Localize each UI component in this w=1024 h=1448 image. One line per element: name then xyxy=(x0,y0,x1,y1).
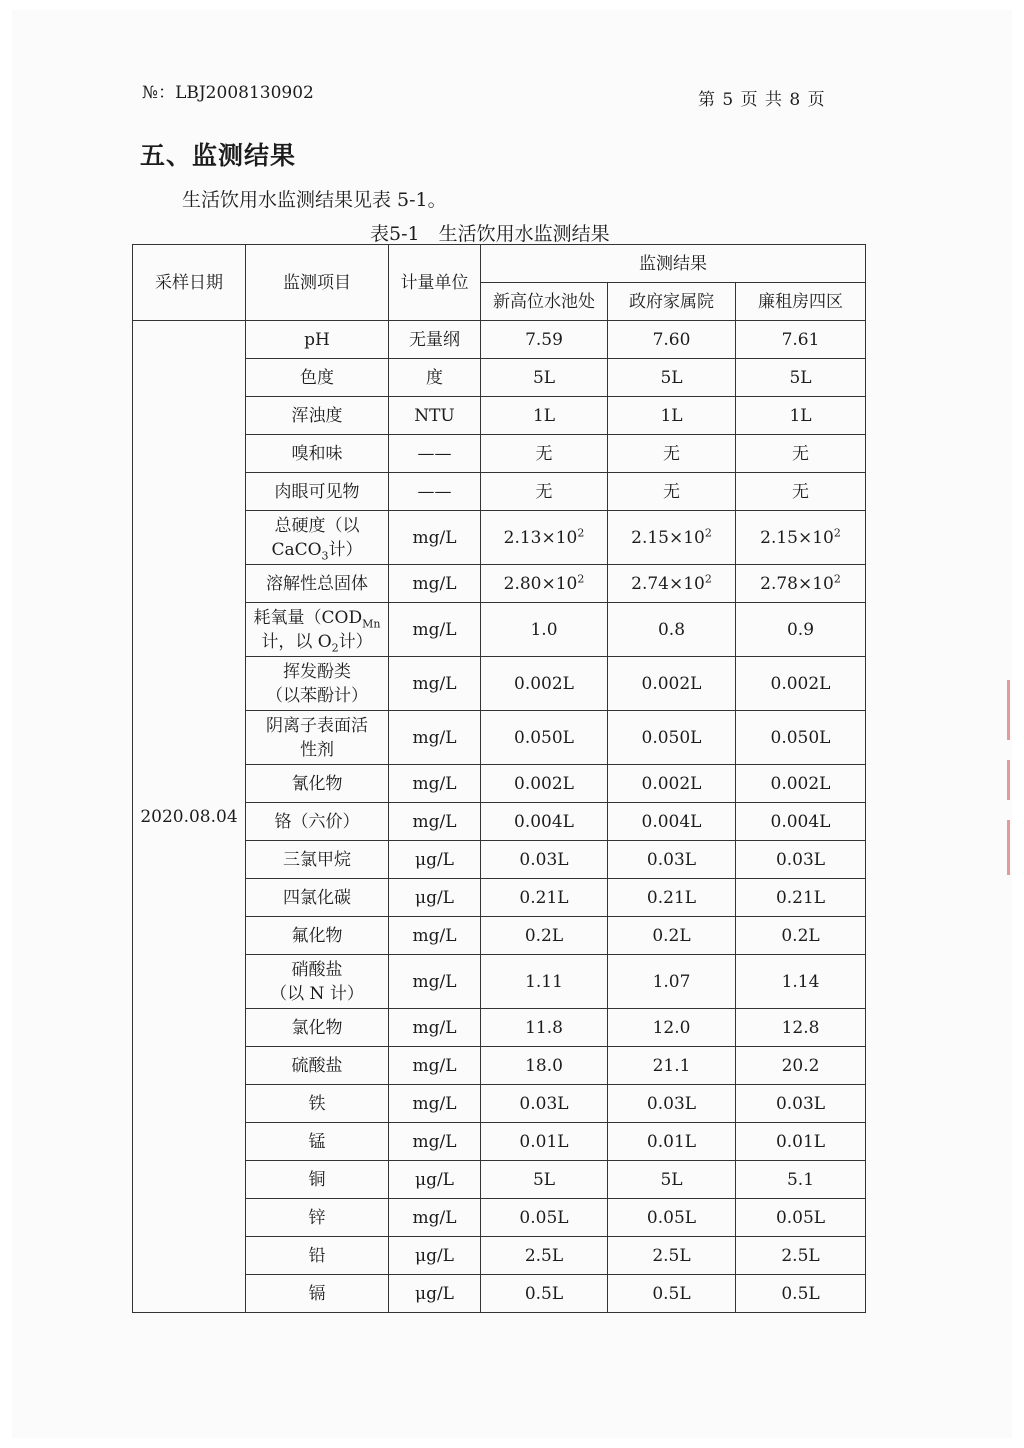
item-line: 挥发酚类 xyxy=(283,661,351,682)
header-item: 监测项目 xyxy=(246,245,389,321)
value-cell: 无 xyxy=(481,473,608,511)
value-cell: 0.03L xyxy=(481,841,608,879)
item-line: （以 N 计） xyxy=(270,983,364,1004)
unit-cell: μg/L xyxy=(389,1161,481,1199)
item-cell: 嗅和味 xyxy=(246,435,389,473)
exponent: 2 xyxy=(704,571,712,585)
exponent: 2 xyxy=(577,525,585,539)
header-date: 采样日期 xyxy=(133,245,246,321)
value-cell xyxy=(608,565,736,603)
value-cell: 0.002L xyxy=(736,765,866,803)
unit-cell: mg/L xyxy=(389,1047,481,1085)
unit-cell: μg/L xyxy=(389,1237,481,1275)
item-cell: 溶解性总固体 xyxy=(246,565,389,603)
value-cell: 0.5L xyxy=(608,1275,736,1313)
item-cell xyxy=(246,657,389,711)
value-cell: 1L xyxy=(608,397,736,435)
value-cell: 7.60 xyxy=(608,321,736,359)
item-line: 阴离子表面活 xyxy=(266,715,368,736)
value-cell: 12.0 xyxy=(608,1009,736,1047)
item-cell xyxy=(246,711,389,765)
value-cell: 0.21L xyxy=(736,879,866,917)
unit-cell: mg/L xyxy=(389,511,481,565)
intro-text: 生活饮用水监测结果见表 5-1。 xyxy=(182,189,447,211)
value-text: 2.80×10 xyxy=(503,573,578,594)
table-caption: 表5-1 生活饮用水监测结果 xyxy=(370,223,610,245)
value-cell: 0.004L xyxy=(481,803,608,841)
subscript: Mn xyxy=(362,616,381,630)
value-cell: 无 xyxy=(736,435,866,473)
item-cell: 镉 xyxy=(246,1275,389,1313)
value-cell: 0.05L xyxy=(608,1199,736,1237)
item-cell: 浑浊度 xyxy=(246,397,389,435)
unit-cell: mg/L xyxy=(389,955,481,1009)
value-cell: 5L xyxy=(608,359,736,397)
unit-cell: mg/L xyxy=(389,657,481,711)
unit-cell: mg/L xyxy=(389,803,481,841)
value-cell: 1.11 xyxy=(481,955,608,1009)
value-cell: 2.5L xyxy=(481,1237,608,1275)
unit-cell: 度 xyxy=(389,359,481,397)
value-cell xyxy=(736,511,866,565)
header-results: 监测结果 xyxy=(481,245,866,283)
value-text: 2.74×10 xyxy=(631,573,705,594)
item-cell: 色度 xyxy=(246,359,389,397)
value-cell: 0.5L xyxy=(736,1275,866,1313)
unit-cell: mg/L xyxy=(389,1123,481,1161)
item-cell: 铅 xyxy=(246,1237,389,1275)
value-cell: 0.01L xyxy=(481,1123,608,1161)
exponent: 2 xyxy=(577,571,585,585)
header-unit: 计量单位 xyxy=(389,245,481,321)
value-cell: 0.2L xyxy=(608,917,736,955)
header-site-1: 新高位水池处 xyxy=(481,283,608,321)
value-cell: 0.03L xyxy=(736,1085,866,1123)
value-cell: 0.01L xyxy=(736,1123,866,1161)
value-cell: 0.21L xyxy=(608,879,736,917)
header-site-3: 廉租房四区 xyxy=(736,283,866,321)
item-cell: 三氯甲烷 xyxy=(246,841,389,879)
unit-cell: μg/L xyxy=(389,879,481,917)
sampling-date: 2020.08.04 xyxy=(133,321,246,1313)
value-cell xyxy=(736,565,866,603)
value-cell: 1.0 xyxy=(481,603,608,657)
unit-cell: mg/L xyxy=(389,917,481,955)
value-text: 2.15×10 xyxy=(760,527,834,548)
value-cell: 0.8 xyxy=(608,603,736,657)
value-cell: 1L xyxy=(481,397,608,435)
item-cell: 氯化物 xyxy=(246,1009,389,1047)
value-cell: 0.03L xyxy=(608,1085,736,1123)
value-cell: 0.03L xyxy=(481,1085,608,1123)
subscript: 2 xyxy=(331,640,339,654)
unit-cell: μg/L xyxy=(389,1275,481,1313)
value-cell: 1.14 xyxy=(736,955,866,1009)
value-cell: 0.050L xyxy=(481,711,608,765)
value-cell: 5.1 xyxy=(736,1161,866,1199)
exponent: 2 xyxy=(704,525,712,539)
value-cell: 0.21L xyxy=(481,879,608,917)
value-cell xyxy=(608,511,736,565)
value-cell: 无 xyxy=(608,435,736,473)
item-cell: 铁 xyxy=(246,1085,389,1123)
unit-cell: mg/L xyxy=(389,1199,481,1237)
item-cell: 肉眼可见物 xyxy=(246,473,389,511)
value-cell: 0.002L xyxy=(736,657,866,711)
unit-cell: mg/L xyxy=(389,711,481,765)
value-cell: 12.8 xyxy=(736,1009,866,1047)
value-cell: 0.2L xyxy=(481,917,608,955)
unit-cell: —— xyxy=(389,435,481,473)
subscript: 3 xyxy=(321,548,329,562)
value-cell: 0.03L xyxy=(736,841,866,879)
value-cell: 0.002L xyxy=(608,657,736,711)
item-cell: 锌 xyxy=(246,1199,389,1237)
unit-cell: 无量纲 xyxy=(389,321,481,359)
section-title: 五、监测结果 xyxy=(140,141,297,170)
value-cell: 5L xyxy=(736,359,866,397)
value-cell: 0.050L xyxy=(608,711,736,765)
item-line: 计） xyxy=(338,631,373,652)
unit-cell: mg/L xyxy=(389,765,481,803)
item-line: 硝酸盐 xyxy=(291,959,343,980)
value-cell: 无 xyxy=(736,473,866,511)
item-line: 耗氧量（COD xyxy=(253,607,363,628)
value-cell: 0.004L xyxy=(736,803,866,841)
unit-cell: mg/L xyxy=(389,603,481,657)
item-cell: 氰化物 xyxy=(246,765,389,803)
item-cell xyxy=(246,603,389,657)
item-cell: 铜 xyxy=(246,1161,389,1199)
value-cell: 无 xyxy=(608,473,736,511)
item-cell: 锰 xyxy=(246,1123,389,1161)
stamp-edge-mark xyxy=(1007,680,1010,740)
value-text: 2.13×10 xyxy=(503,527,578,548)
value-cell: 0.01L xyxy=(608,1123,736,1161)
value-cell: 11.8 xyxy=(481,1009,608,1047)
stamp-edge-mark xyxy=(1007,820,1010,875)
item-line: CaCO xyxy=(271,539,322,560)
item-cell: 铬（六价） xyxy=(246,803,389,841)
exponent: 2 xyxy=(833,571,841,585)
item-cell: pH xyxy=(246,321,389,359)
value-cell: 0.03L xyxy=(608,841,736,879)
value-cell: 2.5L xyxy=(608,1237,736,1275)
value-cell: 0.002L xyxy=(481,657,608,711)
exponent: 2 xyxy=(833,525,841,539)
unit-cell: NTU xyxy=(389,397,481,435)
item-line: 性剂 xyxy=(300,739,334,760)
value-cell: 18.0 xyxy=(481,1047,608,1085)
item-line: （以苯酚计） xyxy=(266,685,368,706)
value-cell: 21.1 xyxy=(608,1047,736,1085)
value-cell: 7.61 xyxy=(736,321,866,359)
stamp-edge-mark xyxy=(1007,760,1010,800)
value-cell: 5L xyxy=(481,359,608,397)
page-indicator: 第 5 页 共 8 页 xyxy=(698,90,825,110)
value-cell: 0.2L xyxy=(736,917,866,955)
value-cell: 0.9 xyxy=(736,603,866,657)
item-cell xyxy=(246,955,389,1009)
value-cell xyxy=(481,565,608,603)
value-cell: 0.004L xyxy=(608,803,736,841)
value-cell: 0.002L xyxy=(481,765,608,803)
value-cell xyxy=(481,511,608,565)
value-cell: 1L xyxy=(736,397,866,435)
value-cell: 20.2 xyxy=(736,1047,866,1085)
value-cell: 无 xyxy=(481,435,608,473)
value-cell: 0.050L xyxy=(736,711,866,765)
item-cell xyxy=(246,511,389,565)
unit-cell: μg/L xyxy=(389,841,481,879)
value-cell: 0.05L xyxy=(736,1199,866,1237)
unit-cell: mg/L xyxy=(389,1085,481,1123)
header-site-2: 政府家属院 xyxy=(608,283,736,321)
item-cell: 氟化物 xyxy=(246,917,389,955)
value-cell: 0.5L xyxy=(481,1275,608,1313)
results-table xyxy=(132,244,866,1313)
unit-cell: mg/L xyxy=(389,565,481,603)
value-cell: 1.07 xyxy=(608,955,736,1009)
value-cell: 5L xyxy=(481,1161,608,1199)
document-number: №：LBJ2008130902 xyxy=(142,83,314,103)
item-line: 总硬度（以 xyxy=(274,515,360,536)
value-text: 2.78×10 xyxy=(760,573,834,594)
unit-cell: —— xyxy=(389,473,481,511)
item-cell: 硫酸盐 xyxy=(246,1047,389,1085)
value-cell: 5L xyxy=(608,1161,736,1199)
value-text: 2.15×10 xyxy=(631,527,705,548)
value-cell: 0.002L xyxy=(608,765,736,803)
item-line: 计） xyxy=(328,539,363,560)
item-cell: 四氯化碳 xyxy=(246,879,389,917)
table-row xyxy=(133,321,866,359)
unit-cell: mg/L xyxy=(389,1009,481,1047)
value-cell: 0.05L xyxy=(481,1199,608,1237)
item-line: 计，以 O xyxy=(261,631,332,652)
value-cell: 7.59 xyxy=(481,321,608,359)
value-cell: 2.5L xyxy=(736,1237,866,1275)
